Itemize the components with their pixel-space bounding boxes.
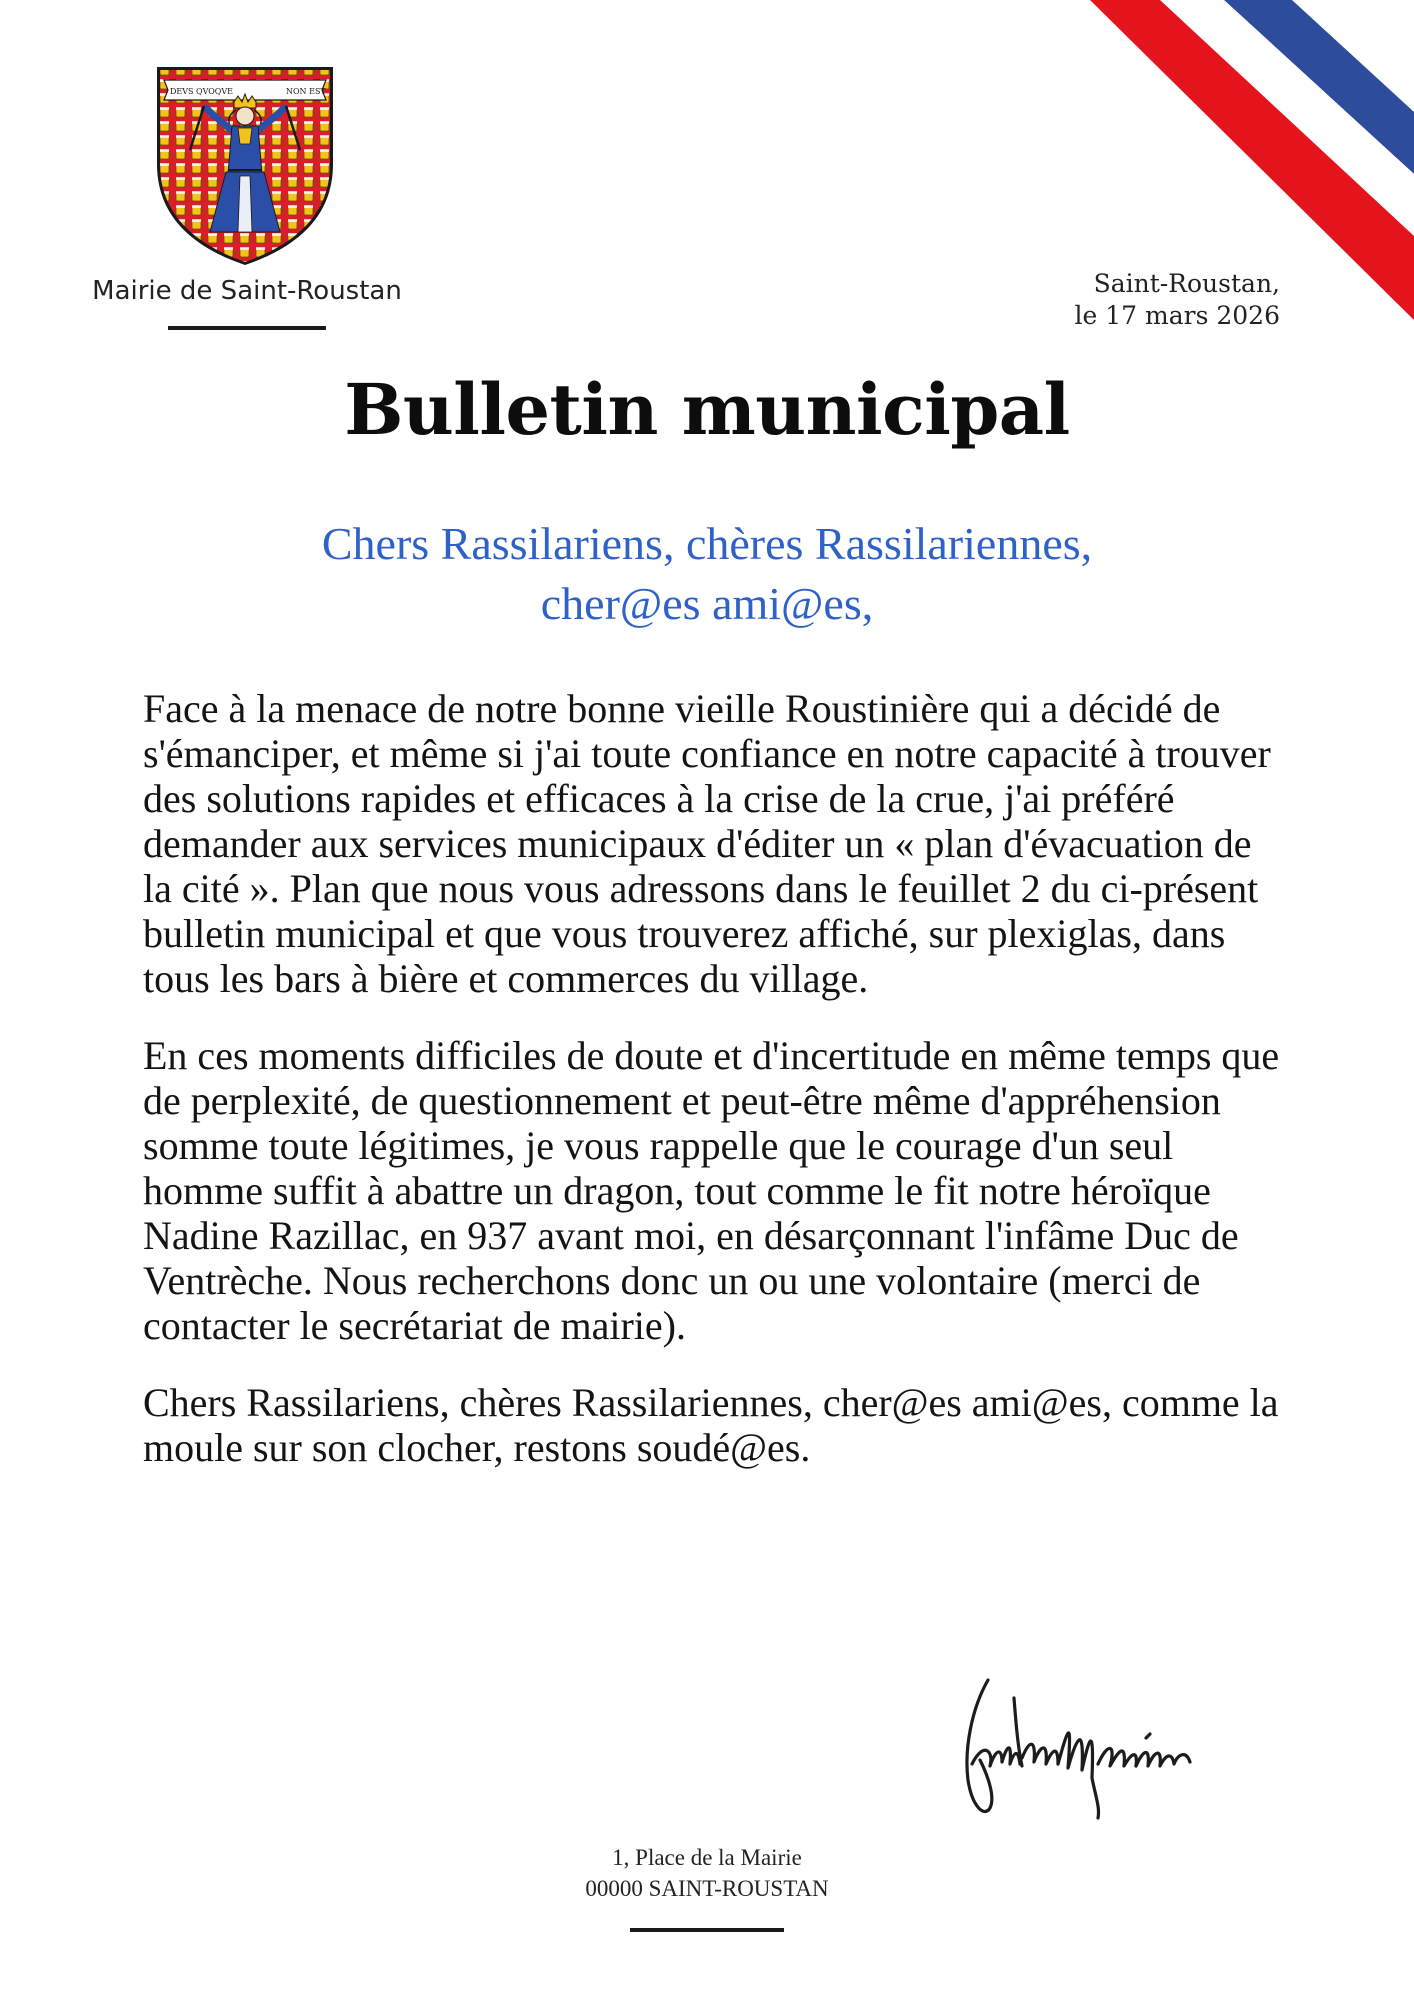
crest-motto-left: DEVS QVOQVE xyxy=(170,87,233,96)
place-date xyxy=(1075,268,1280,332)
greeting-line-1: Chers Rassilariens, chères Rassilariennes, xyxy=(321,518,1093,569)
bulletin-body xyxy=(143,686,1283,1502)
signature-icon xyxy=(950,1668,1206,1824)
footer-address xyxy=(0,1842,1414,1904)
footer-divider xyxy=(630,1928,784,1932)
coat-of-arms-icon xyxy=(154,64,336,266)
body-paragraph-2: En ces moments difficiles de doute et d'incertitude en même temps que de perplexité, de questionnement et peut-être même d'appréhension somme toute légitimes, je vous rappelle que le courage d'un seul homme suffit à abattre un dragon, tout comme le fit notre héroïque Nadine Razillac, en 937 avant moi, en désarçonnant l'infâme Duc de Ventrèche. Nous recherchons donc un ou une volontaire (merci de contacter le secrétariat de mairie). xyxy=(143,1033,1280,1348)
place-label: Saint-Roustan, xyxy=(1093,269,1280,298)
header-divider xyxy=(168,326,326,330)
page-title: Bulletin municipal xyxy=(344,368,1070,451)
date-label: le 17 mars 2026 xyxy=(1074,301,1280,330)
mairie-name: Mairie de Saint-Roustan xyxy=(92,276,402,306)
greeting-line-2: cher@es ami@es, xyxy=(540,578,874,629)
address-line-2: 00000 SAINT-ROUSTAN xyxy=(585,1876,829,1901)
address-line-1: 1, Place de la Mairie xyxy=(612,1845,802,1870)
body-paragraph-1: Face à la menace de notre bonne vieille Roustinière qui a décidé de s'émanciper, et même si j'ai toute confiance en notre capacité à trouver des solutions rapides et efficaces à la crise de la crue, j'ai préféré demander aux services municipaux d'éditer un « plan d'évacuation de la cité ». Plan que nous vous adressons dans le feuillet 2 du ci-présent bulletin municipal et que vous trouverez affiché, sur plexiglas, dans tous les bars à bière et commerces du village. xyxy=(143,686,1271,1001)
crest-motto-right: NON EST xyxy=(286,87,326,96)
greeting xyxy=(0,514,1414,634)
body-paragraph-3: Chers Rassilariens, chères Rassilariennes, cher@es ami@es, comme la moule sur son clocher, restons soudé@es. xyxy=(143,1380,1279,1470)
